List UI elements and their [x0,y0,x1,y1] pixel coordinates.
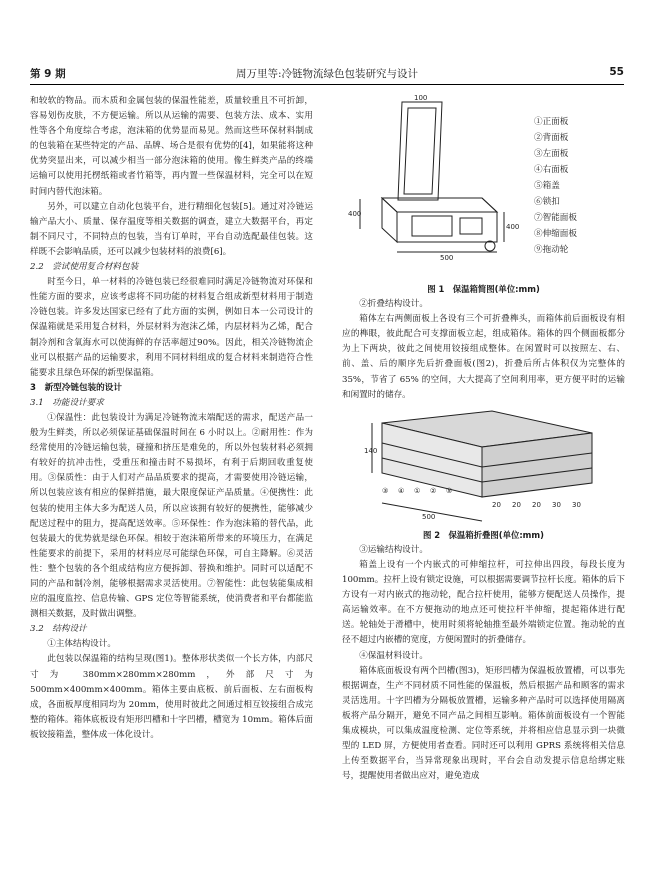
dim-label: 400 [348,210,362,218]
section-heading-3: 3 新型冷链包装的设计 [30,382,122,393]
figure-1-caption: 图 1 保温箱简图(单位:mm) [427,284,540,294]
paragraph: 箱体底面板设有两个凹槽(图3)，矩形凹槽为保温板放置槽，可以事先根据调查，生产不同材质不同性能的保温板，然后根据产品和顾客的需求灵活选用。十字凹槽为分隔板放置槽，运输多种产品时可以选择使用隔离板将产品分隔开，避免不同产品之间相互影响。箱体前面板设有一个智能集成模块，可以集成温度检测、定位等系统，并将相应信息显示到一块微型的 LED 屏，方便使用者查看。同时还可以利用 GPRS 系统将相关信息上传至数据平台，当异常现象出现时，平台会自动发提示信息给绑定账号，提醒使用者做出应对，避免造成 [342,665,625,782]
dim-label: 20 [512,500,521,509]
dim-label: 30 [552,500,561,509]
folded-box-drawing [342,403,625,523]
paragraph: 和较软的物品。而木质和金属包装的保温性能差，质量较重且不可折卸，容易划伤皮肤，不方便运输。所以从运输的需要、包装方法、成本、实用性等各个角度综合考虑，泡沫箱的优势显而易见。然而这些环保材料制成的包装箱在某些特定的产品、品牌、场合是很有优势的[4]，如果能将这种优势突显出来，可以减少相当一部分泡沫箱的使用。像生鲜类产品的终端运输可以使用托楞纸箱或者竹箱等，再内置一些保温材料，完全可以在短时间内替代泡沫箱。 [30,96,313,197]
legend-item: ②背面板 [534,133,569,143]
dim-label: 500 [422,512,436,521]
dim-label: 500 [440,254,454,262]
dim-label: 20 [532,500,541,509]
paragraph: 箱体左右两侧面板上各设有三个可折叠榫头，而箱体前后面板设有相应的榫眼，彼此配合可支撑面板立起，组成箱体。箱体的四个侧面板都分为上下两块，彼此之间使用铰接组成整体。在闲置时可以按照左、右、前、盖、后的顺序先后折叠面板(图2)，折叠后所占体积仅为完整体的 35%，节省了 65% 的空间，大大提高了空间利用率，更方便平时的运输和闲置时的储存。 [342,314,625,400]
dim-label: 30 [572,500,581,509]
legend-item: ①正面板 [534,117,569,127]
figure-1-legend [534,114,577,258]
paragraph: 另外，可以建立自动化包装平台，进行精细化包装[5]。通过对冷链运输产品大小、质量、保存温度等相关数据的调查，建立大数据平台，再定制不同尺寸，不同特点的包装，当有订单时，平台自动选配最佳包装。这样既不会影响品质，还可以减少包装材料的浪费[6]。 [30,201,313,257]
left-column [30,94,313,743]
paragraph: 时至今日，单一材料的冷链包装已经很难同时满足冷链物流对环保和性能方面的要求，应该考虑将不同功能的材料复合组成新型材料用于制造冷链包装。许多发达国家已经有了此方面的实例，例如日本一公司设计的保温箱就是采用复合材料，外层材料为泡沫乙烯，内层材料为乙烯，配合制冷剂和含氧海水可以使海鲜的存活率超过90%。因此，相关冷链物流企业可以根据产品的运输要求，利用不同材料组成的复合材料来制造符合性能要求且绿色环保的新型保温箱。 [30,277,313,378]
legend-item: ⑥锁扣 [534,197,560,207]
dim-label: 140 [364,446,378,455]
paragraph-label: ④保温材料设计。 [359,650,428,661]
insulated-box-drawing [342,94,532,264]
paragraph: 此包装以保温箱的结构呈现(图1)。整体形状类似一个长方体，内部尺寸为 380mm×280mm×280mm，外部尺寸为 500mm×400mm×400mm。箱体主要由底板、前后面板、左右面板构成，各面板厚度相同均为 20mm，使用时彼此之间通过相互铰接组合成完整的箱体。箱体底板设有矩形凹槽和十字凹槽，槽宽为 10mm。箱体后面板铰接箱盖，整体成一体化设计。 [30,654,313,740]
part-mark: ③ [382,486,389,495]
part-mark: ⑤ [446,486,453,495]
legend-item: ④右面板 [534,165,569,175]
section-heading-3-2: 3.2 结构设计 [30,624,87,635]
legend-item: ⑦智能面板 [534,213,577,223]
figure-2-caption: 图 2 保温箱折叠图(单位:mm) [423,529,544,540]
dim-label: 400 [506,223,520,231]
paragraph-label: ②折叠结构设计。 [359,299,428,310]
dim-label: 20 [492,500,501,509]
part-mark: ① [414,486,421,495]
figure-2 [342,403,625,528]
paragraph: 箱盖上设有一个内嵌式的可伸缩拉杆，可拉伸出四段，每段长度为 100mm。拉杆上设有锁定设施，可以根据需要调节拉杆长度。箱体的后下方设有一对内嵌式的拖动轮，配合拉杆使用，能够方便配送人员操作，提高运输效率。在不方便拖动的地点还可使拉杆半伸缩，提起箱体进行配送。轮轴处于滑槽中，使用时须将轮轴推至最外端锁定位置。拖动轮的直径不超过内嵌槽的宽度，方便闲置时的折叠储存。 [342,559,625,646]
part-mark: ④ [398,486,405,495]
figure-1 [342,94,625,282]
running-header [30,66,624,84]
legend-item: ⑧伸缩面板 [534,229,577,239]
paragraph: ①保温性：此包装设计为满足冷链物流末端配送的需求，配送产品一般为生鲜类，所以必须保证基础保温时间在 6 小时以上。②耐用性：作为经常使用的冷链运输包装，碰撞和挤压是难免的，所以外包装材料必须拥有较好的抗冲击性，受重压和撞击时不易损坏，有利于后期回收重复使用。③保质性：由于人们对产品品质要求的提高，才需要使用冷链运输，所以包装应该有相应的保鲜措施，最大限度保证产品质量。④便携性：此包装的使用主体大多为配送人员，所以应该拥有较好的便携性，能够减少配送过程中的阻力，提高配送效率。⑤环保性：作为泡沫箱的替代品，此包装最大的优势就是绿色环保。相较于泡沫箱所带来的环境压力，在满足性能要求的前提下，采用的材料应尽可能绿色环保，可自主降解。⑥灵活性：整个包装的各个组成结构应方便拆卸、替换和维护。同时可以适配不同的产品和制冷剂，能够根据需求灵活使用。⑦智能性：此包装能集成相应的温度监控、信息传输、GPS 定位等智能系统，使消费者和平台都能监测相关数据，及时做出调整。 [30,412,313,620]
legend-item: ⑤箱盖 [534,181,560,191]
paragraph-label: ③运输结构设计。 [359,544,428,555]
section-heading-3-1: 3.1 功能设计要求 [30,397,104,408]
legend-item: ⑨拖动轮 [534,245,569,255]
right-column [342,94,625,784]
article-title-header: 周万里等:冷链物流绿色包装研究与设计 [235,68,419,80]
issue-number: 第 9 期 [30,68,66,80]
legend-item: ③左面板 [534,149,569,159]
header-rule [30,84,624,85]
paragraph-label: ①主体结构设计。 [47,639,116,650]
section-heading-2-2: 2.2 尝试使用复合材料包装 [30,262,139,273]
page-number: 55 [609,66,624,78]
part-mark: ② [430,486,437,495]
dim-label: 100 [414,94,428,102]
